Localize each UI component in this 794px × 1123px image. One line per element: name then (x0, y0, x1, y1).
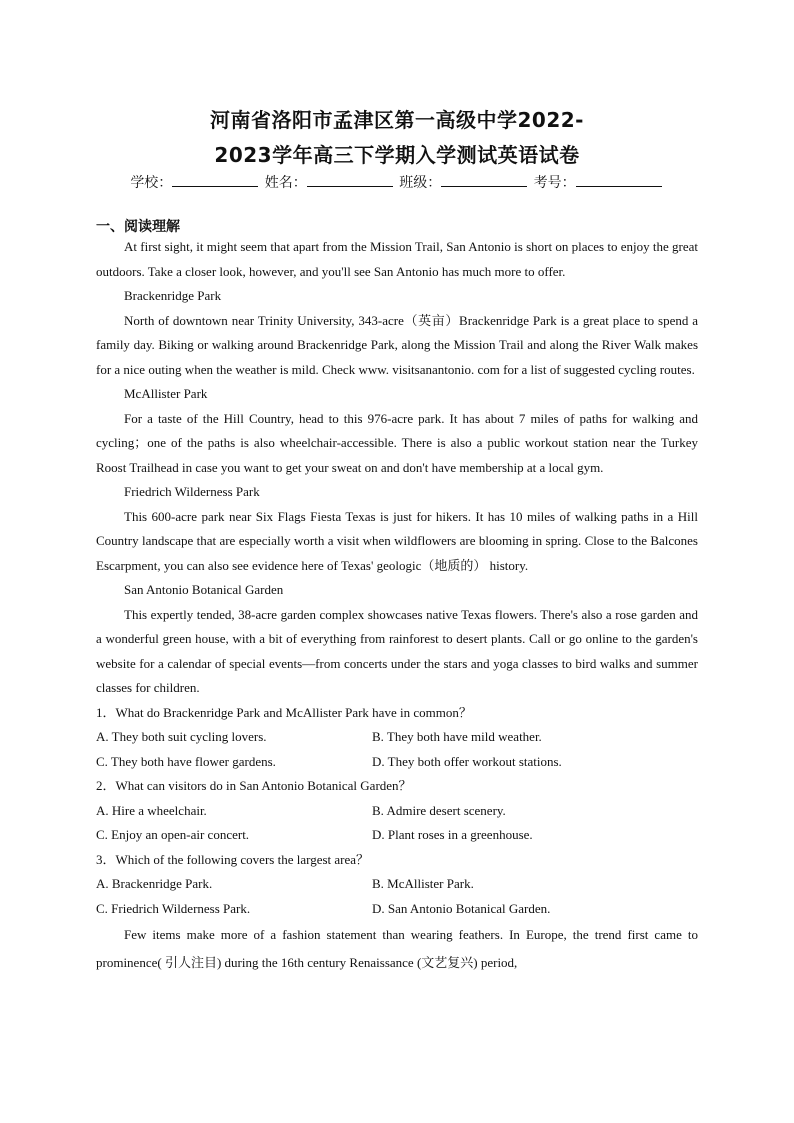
class-blank[interactable] (441, 174, 527, 187)
question-1: 1．What do Brackenridge Park and McAllister Park have in common？ (96, 704, 472, 720)
passage-intro: At first sight, it might seem that apart from the Mission Trail, San Antonio is short on places to enjoy the great outdoors. Take a closer look, however, and you'll see San Antonio has much more to offer. (96, 239, 698, 279)
park-heading-mcallister: McAllister Park (124, 386, 208, 401)
question-2: 2．What can visitors do in San Antonio Botanical Garden？ (96, 778, 412, 793)
number-blank[interactable] (576, 174, 662, 187)
question-3-options-row-2 (96, 897, 698, 922)
school-blank[interactable] (172, 174, 258, 187)
option-d[interactable]: D. Plant roses in a greenhouse. (372, 827, 533, 842)
park-heading-friedrich: Friedrich Wilderness Park (124, 484, 260, 499)
option-c[interactable]: C. Friedrich Wilderness Park. (96, 900, 251, 916)
park-paragraph-brackenridge: North of downtown near Trinity University, 343-acre（英亩）Brackenridge Park is a great place to spend a family day. Biking or walking around Brackenridge Park, along the Mission Trail and along the River Walk makes for a nice outing when the weather is mild. Check www. visitsanantonio. com for a list of suggested cycling routes. (96, 312, 698, 377)
park-paragraph-friedrich: This 600-acre park near Six Flags Fiesta Texas is just for hikers. It has 10 miles of walking paths in a Hill Country landscape that are especially worth a visit when wildflowers are blooming in spring. Close to the Balcones Escarpment, you can also see evidence here of Texas' geologic（地质的） history. (96, 508, 698, 573)
class-label: 班级： (399, 175, 442, 191)
student-info-row (0, 172, 794, 192)
next-passage-paragraph: Few items make more of a fashion statement than wearing feathers. In Europe, the trend first came to prominence( 引人注目) during the 16th century Renaissance (文艺复兴) period, (96, 927, 698, 970)
option-d[interactable]: D. They both offer workout stations. (372, 753, 562, 769)
exam-title-line-2: 2023学年高三下学期入学测试英语试卷 (214, 143, 580, 167)
option-a[interactable]: A. Brackenridge Park. (96, 876, 213, 891)
option-a[interactable]: A. Hire a wheelchair. (96, 802, 207, 818)
option-b[interactable]: B. McAllister Park. (372, 876, 474, 891)
park-heading-botanical: San Antonio Botanical Garden (124, 582, 284, 597)
number-label: 考号： (533, 175, 576, 191)
name-label: 姓名： (264, 175, 307, 191)
school-label: 学校： (130, 175, 173, 191)
option-b[interactable]: B. They both have mild weather. (372, 729, 542, 744)
option-a[interactable]: A. They both suit cycling lovers. (96, 729, 267, 744)
question-2-options-row-2 (96, 823, 698, 848)
question-1-options-row-1 (96, 725, 698, 750)
park-heading-brackenridge: Brackenridge Park (124, 288, 222, 303)
question-3: 3．Which of the following covers the largest area？ (96, 851, 370, 867)
park-paragraph-botanical: This expertly tended, 38-acre garden complex showcases native Texas flowers. There's also a rose garden and a wonderful green house, with a bit of everything from rainforest to desert plants. Call or go online to the garden's website for a calendar of special events—from concerts under the stars and yoga classes to bird walks and summer classes for children. (96, 606, 698, 695)
question-1-options-row-2 (96, 750, 698, 775)
option-c[interactable]: C. Enjoy an open-air concert. (96, 827, 250, 842)
question-3-options-row-1 (96, 872, 698, 897)
exam-title-line-1: 河南省洛阳市孟津区第一高级中学2022- (210, 108, 584, 132)
section-title: 一、阅读理解 (96, 219, 180, 235)
question-2-options-row-1 (96, 799, 698, 824)
option-d[interactable]: D. San Antonio Botanical Garden. (372, 900, 551, 916)
option-b[interactable]: B. Admire desert scenery. (372, 802, 506, 818)
name-blank[interactable] (307, 174, 393, 187)
reading-passage (96, 235, 698, 977)
park-paragraph-mcallister: For a taste of the Hill Country, head to this 976-acre park. It has about 7 miles of paths for walking and cycling；one of the paths is also wheelchair-accessible. There is also a public workout station near the Turkey Roost Trailhead in case you want to get your sweat on and don't have membership at a local gym. (96, 410, 698, 475)
option-c[interactable]: C. They both have flower gardens. (96, 753, 276, 769)
